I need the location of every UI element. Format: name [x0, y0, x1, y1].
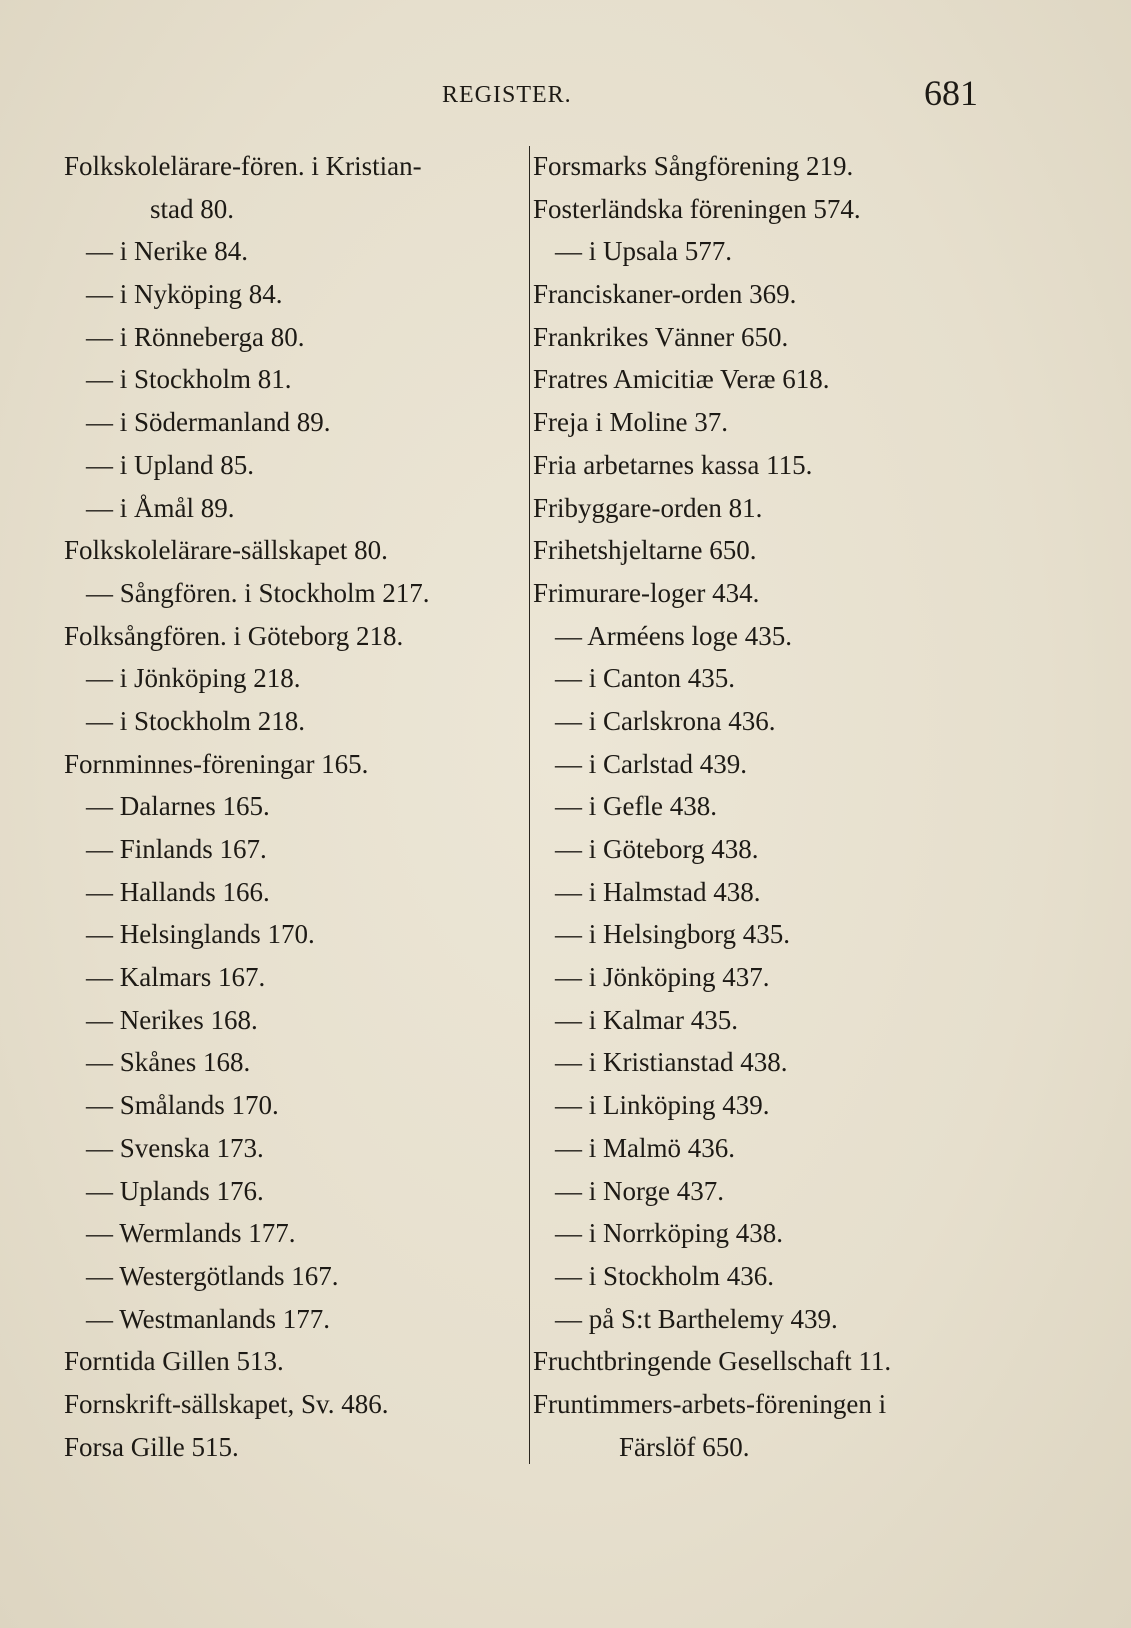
index-entry: — i Nerike 84.: [86, 236, 248, 267]
index-entry: Forsmarks Sångförening 219.: [533, 151, 854, 181]
index-entry: — Nerikes 168.: [86, 1004, 258, 1035]
index-column-right: [533, 145, 993, 1468]
index-entry: — i Jönköping 437.: [555, 962, 770, 993]
index-entry: — i Carlstad 439.: [555, 748, 747, 779]
index-entry: Fruntimmers-arbets-föreningen i: [533, 1388, 887, 1419]
index-entry: — Dalarnes 165.: [86, 791, 270, 822]
index-entry: — Smålands 170.: [86, 1090, 279, 1121]
index-entry: — i Göteborg 438.: [555, 834, 759, 864]
index-entry: — i Åmål 89.: [86, 492, 235, 523]
index-entry: Folkskolelärare-sällskapet 80.: [64, 535, 388, 566]
index-entry: Franciskaner-orden 369.: [533, 279, 797, 310]
index-entry: Fruchtbringende Gesellschaft 11.: [533, 1346, 892, 1377]
index-entry: — på S:t Barthelemy 439.: [555, 1303, 838, 1334]
index-entry: Färslöf 650.: [619, 1431, 750, 1462]
index-entry: Fratres Amicitiæ Veræ 618.: [533, 364, 830, 395]
index-entry: — Wermlands 177.: [86, 1218, 296, 1249]
index-entry: — i Upland 85.: [86, 449, 254, 480]
index-entry: — Svenska 173.: [86, 1132, 264, 1163]
index-entry: Forsa Gille 515.: [64, 1431, 239, 1462]
index-entry: Forntida Gillen 513.: [64, 1346, 284, 1377]
index-entry: — i Rönneberga 80.: [86, 321, 305, 352]
page-header: [0, 72, 1131, 122]
index-entry: — i Carlskrona 436.: [555, 705, 776, 736]
index-entry: — i Norrköping 438.: [555, 1218, 783, 1249]
index-entry: Folksångfören. i Göteborg 218.: [64, 620, 404, 651]
index-entry: — Sångfören. i Stockholm 217.: [86, 577, 430, 608]
index-entry: — i Södermanland 89.: [86, 407, 331, 438]
index-entry: Frankrikes Vänner 650.: [533, 321, 789, 352]
index-entry: — Helsinglands 170.: [86, 919, 315, 950]
index-entry: — i Malmö 436.: [555, 1132, 735, 1163]
index-entry: Freja i Moline 37.: [533, 407, 728, 438]
index-entry: — i Linköping 439.: [555, 1090, 770, 1121]
index-entry: — i Nyköping 84.: [86, 279, 283, 310]
index-entry: Fornminnes-föreningar 165.: [64, 748, 369, 779]
index-entry: — i Helsingborg 435.: [555, 919, 790, 950]
index-entry: — i Kalmar 435.: [555, 1004, 738, 1035]
index-entry: Fosterländska föreningen 574.: [533, 193, 861, 224]
index-entry: — Uplands 176.: [86, 1175, 264, 1206]
index-entry: — i Canton 435.: [555, 663, 735, 694]
running-title: REGISTER.: [442, 82, 572, 108]
index-column-left: [64, 145, 524, 1468]
index-entry: — Westmanlands 177.: [86, 1303, 331, 1334]
index-entry: Fribyggare-orden 81.: [533, 492, 763, 523]
index-entry: — Skånes 168.: [86, 1047, 251, 1078]
index-entry: — i Stockholm 218.: [86, 705, 306, 736]
index-entry: — Westergötlands 167.: [86, 1260, 339, 1291]
index-entry: — i Upsala 577.: [555, 236, 732, 267]
index-entry: — i Jönköping 218.: [86, 663, 301, 694]
index-entry: Fornskrift-sällskapet, Sv. 486.: [64, 1388, 389, 1419]
index-entry: Folkskolelärare-fören. i Kristian-: [64, 151, 422, 181]
index-entry: — Arméens loge 435.: [555, 620, 792, 651]
index-entry: — Kalmars 167.: [86, 962, 266, 993]
index-entry: — i Gefle 438.: [555, 791, 717, 822]
index-entry: Frihetshjeltarne 650.: [533, 535, 757, 566]
index-entry: — i Stockholm 436.: [555, 1260, 775, 1291]
index-entry: stad 80.: [150, 193, 234, 224]
index-entry: — Hallands 166.: [86, 876, 270, 907]
column-divider: [529, 146, 530, 1464]
index-entry: — i Kristianstad 438.: [555, 1047, 788, 1078]
index-entry: — i Stockholm 81.: [86, 364, 292, 395]
index-entry: Frimurare-loger 434.: [533, 577, 760, 608]
page-number: 681: [924, 73, 978, 113]
index-entry: — Finlands 167.: [86, 834, 267, 864]
index-entry: — i Halmstad 438.: [555, 876, 761, 907]
index-entry: — i Norge 437.: [555, 1175, 724, 1206]
index-entry: Fria arbetarnes kassa 115.: [533, 449, 813, 480]
